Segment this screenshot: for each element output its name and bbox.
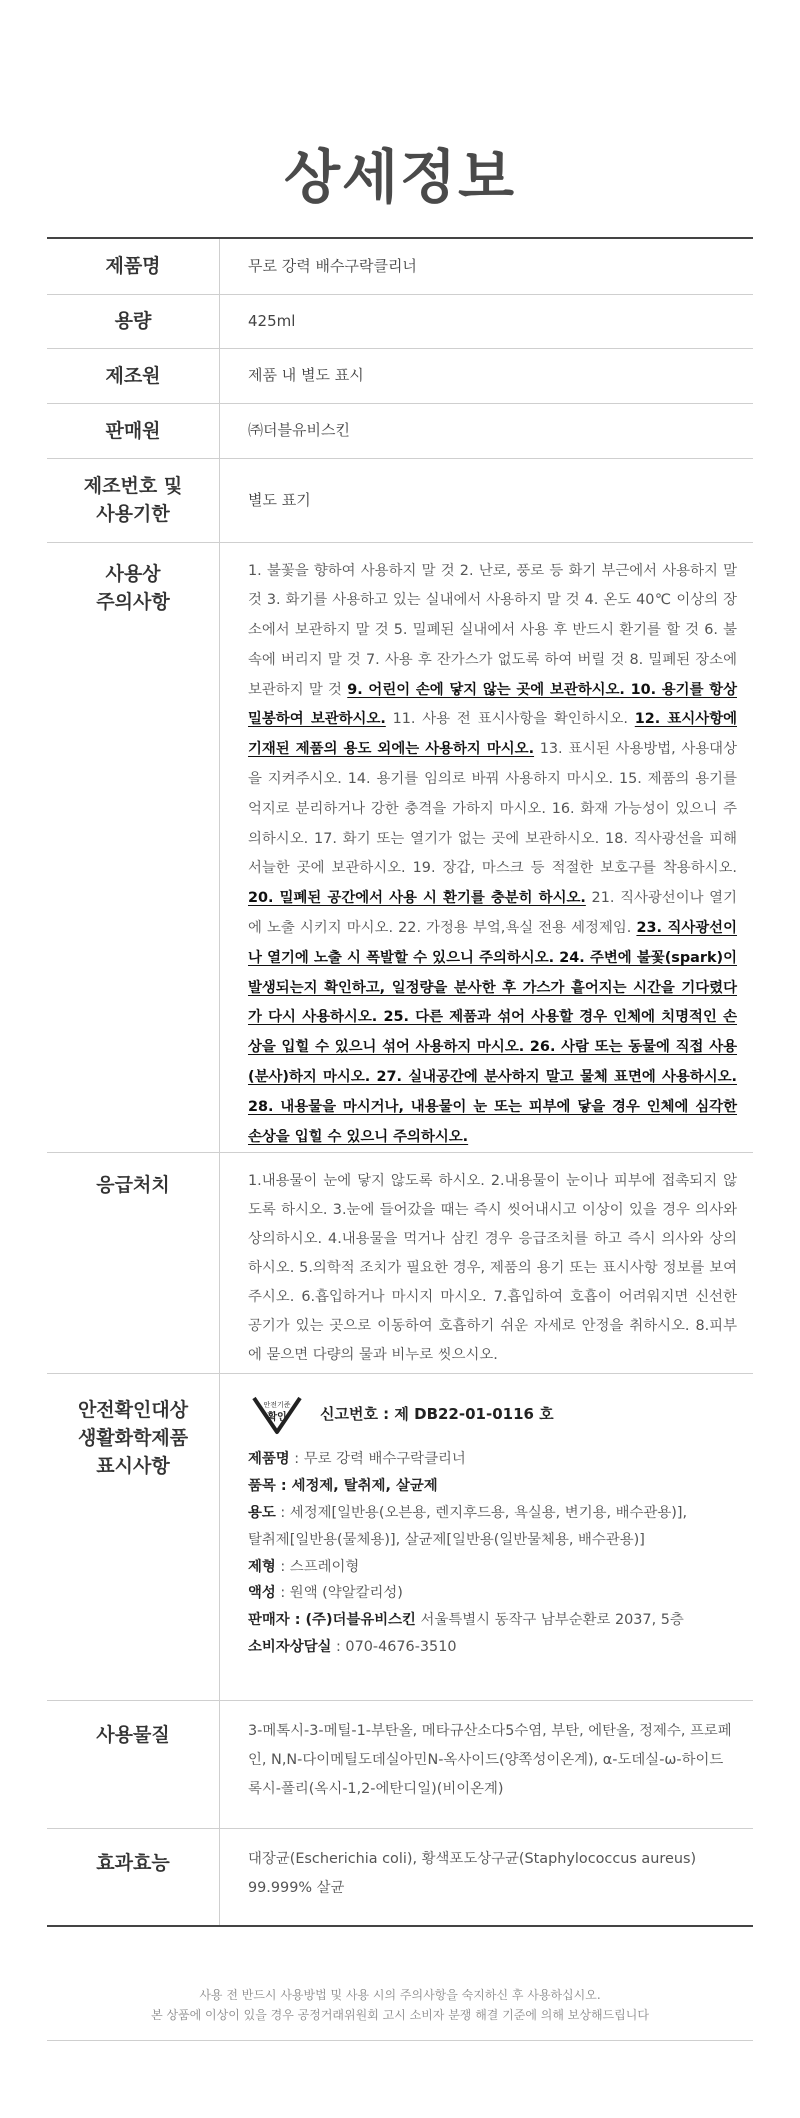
label-line: 표시사항 <box>96 1455 170 1478</box>
safety-details <box>248 1446 737 1660</box>
field-value: : 원액 (약알칼리성) <box>275 1585 403 1602</box>
row-label: 사용물질 <box>47 1701 220 1829</box>
field-label: 액성 <box>248 1585 276 1602</box>
field-label: 제형 <box>248 1558 276 1575</box>
safety-line-seller <box>248 1607 737 1634</box>
label-line: 생활화학제품 <box>77 1427 189 1450</box>
row-effect <box>47 1829 753 1926</box>
safety-line-item <box>248 1473 737 1500</box>
row-value: 제품 내 별도 표시 <box>248 366 364 384</box>
safety-confirmation-icon <box>248 1392 306 1436</box>
safety-line-consult <box>248 1634 737 1661</box>
materials-text: 3-메톡시-3-메틸-1-부탄올, 메타규산소다5수염, 부탄, 에탄올, 정제수, 프로페인, N,N-다이메틸도데실아민N-옥사이드(양쪽성이온계), α-도데실-ω-하이드록시-폴리(옥시-1,2-에탄디일)(비이온계) <box>248 1723 732 1798</box>
label-line: 안전확인대상 <box>77 1399 189 1422</box>
label-line: 제조번호 및 <box>83 475 183 497</box>
label-line: 사용상 <box>105 562 161 585</box>
row-label <box>47 1374 220 1701</box>
emergency-text: 1.내용물이 눈에 닿지 않도록 하시오. 2.내용물이 눈이나 피부에 접촉되지 않도록 하시오. 3.눈에 들어갔을 때는 즉시 씻어내시고 이상이 있을 경우 의사와 상의하시오. 4.내용물을 먹거나 삼킨 경우 응급조치를 하고 즉시 의사와 상의하시오. 5.의학적 조치가 필요한 경우, 제품의 용기 또는 표시사항 정보를 보여주시오. 6.흡입하거나 마시지 마시오. 7.흡입하여 호흡이 어려워지면 신선한 공기가 있는 곳으로 이동하여 호흡하기 쉬운 자세로 안정을 취하시오. 8.피부에 묻으면 다량의 물과 비누로 씻으시오. <box>248 1173 737 1364</box>
precaution-text: 1. 불꽃을 향하여 사용하지 말 것 2. 난로, 풍로 등 화기 부근에서 사용하지 말 것 3. 화기를 사용하고 있는 실내에서 사용하지 말 것 4. 온도 40℃ 이상의 장소에서 보관하지 말 것 5. 밀폐된 실내에서 사용 후 반드시 환기를 할 것 6. 불 속에 버리지 말 것 7. 사용 후 잔가스가 없도록 하여 버릴 것 8. 밀폐된 장소에 보관하지 말 것 <box>248 562 737 698</box>
label-line: 주의사항 <box>96 590 170 613</box>
materials-cell <box>220 1701 754 1829</box>
precaution-emphasis: 12. 표시사항에 기재된 제품의 용도 외에는 사용하지 마시오. <box>248 711 737 758</box>
field-value: : 세정제[일반용(오븐용, 렌지후드용, 욕실용, 변기용, 배수관용)], <box>275 1505 688 1522</box>
field-label: 품목 <box>248 1478 276 1495</box>
spec-table <box>47 237 753 1927</box>
row-label: 효과효능 <box>47 1829 220 1926</box>
safety-line-use-cont: 탈취제[일반용(물체용)], 살균제[일반용(일반물체용, 배수관용)] <box>248 1531 645 1548</box>
footer-line: 사용 전 반드시 사용방법 및 사용 시의 주의사항을 숙지하신 후 사용하십시오. <box>199 1988 601 2002</box>
safety-line-liquid <box>248 1580 737 1607</box>
row-emergency <box>47 1153 753 1374</box>
row-safety <box>47 1374 753 1701</box>
row-value: 무로 강력 배수구락클리너 <box>248 256 417 275</box>
footer-line: 본 상품에 이상이 있을 경우 공정거래위원회 고시 소비자 분쟁 해결 기준에 의해 보상해드립니다 <box>151 2008 649 2022</box>
safety-line-use <box>248 1500 737 1527</box>
precautions-text <box>248 557 737 1153</box>
label-line: 사용기한 <box>96 503 170 525</box>
field-label: 소비자상담실 <box>248 1639 332 1656</box>
field-label: 용도 <box>248 1505 276 1522</box>
precaution-text: 11. 사용 전 표시사항을 확인하시오. <box>385 711 635 728</box>
row-precautions <box>47 542 753 1153</box>
field-value: : 스프레이형 <box>275 1558 360 1575</box>
row-label <box>47 542 220 1153</box>
precaution-emphasis: 20. 밀폐된 공간에서 사용 시 환기를 충분히 하시오. <box>248 890 586 907</box>
row-product-name <box>47 238 753 294</box>
field-value: : 070-4676-3510 <box>331 1639 457 1656</box>
field-value: : 무로 강력 배수구락클리너 <box>289 1451 466 1468</box>
effect-text: 대장균(Escherichia coli), 황색포도상구균(Staphylococcus aureus) 99.999% 살균 <box>248 1851 697 1897</box>
row-value: 425ml <box>248 311 296 330</box>
safety-line-name <box>248 1446 737 1473</box>
safety-line-form <box>248 1554 737 1581</box>
emergency-cell <box>220 1153 754 1374</box>
row-label: 제품명 <box>47 238 220 294</box>
precaution-text: 21. 직사광선이나 열기에 노출 시키지 마시오. 22. 가정용 부엌,욕실 전용 세정제임. <box>248 890 737 937</box>
row-value: 별도 표기 <box>248 490 311 509</box>
effect-cell <box>220 1829 754 1926</box>
row-materials <box>47 1701 753 1829</box>
footer-divider <box>47 2040 753 2041</box>
logo-main-text: 확인 <box>267 1412 287 1424</box>
logo-top-text: 안전기준 <box>263 1401 291 1410</box>
row-value: ㈜더블유비스킨 <box>248 421 350 439</box>
precaution-text: 13. 표시된 사용방법, 사용대상을 지켜주시오. 14. 용기를 임의로 바꿔 사용하지 마시오. 15. 제품의 용기를 억지로 분리하거나 강한 충격을 가하지 마시오. 16. 화재 가능성이 있으니 주의하시오. 17. 화기 또는 열기가 없는 곳에 보관하시오. 18. 직사광선을 피해 서늘한 곳에 보관하시오. 19. 장갑, 마스크 등 적절한 보호구를 착용하시오. <box>248 741 737 877</box>
footer-notice <box>47 1985 753 2025</box>
row-label: 판매원 <box>47 403 220 458</box>
row-label: 응급처치 <box>47 1153 220 1374</box>
precautions-cell <box>220 542 754 1153</box>
field-label: 판매자 : (주)더블유비스킨 <box>248 1612 416 1629</box>
precaution-emphasis: 9. 어린이 손에 닿지 않는 곳에 보관하시오. 10. 용기를 항상 밀봉하여 보관하시오. <box>248 681 737 728</box>
row-label <box>47 458 220 542</box>
safety-cell <box>220 1374 754 1701</box>
field-value: 서울특별시 동작구 남부순환로 2037, 5층 <box>415 1612 684 1629</box>
page-title: 상세정보 <box>283 143 517 211</box>
row-label: 제조원 <box>47 348 220 403</box>
row-seller <box>47 403 753 458</box>
row-volume <box>47 294 753 348</box>
precaution-emphasis: 23. 직사광선이나 열기에 노출 시 폭발할 수 있으니 주의하시오. 24. 주변에 불꽃(spark)이 발생되는지 확인하고, 일정량을 분사한 후 가스가 흩어지는 시간을 기다렸다가 다시 사용하시오. 25. 다른 제품과 섞어 사용할 경우 인체에 치명적인 손상을 입힐 수 있으니 섞어 사용하지 마시오. 26. 사람 또는 동물에 직접 사용(분사)하지 마시오. 27. 실내공간에 분사하지 말고 물체 표면에 사용하시오. 28. 내용물을 마시거나, 내용물이 눈 또는 피부에 닿을 경우 인체에 심각한 손상을 입힐 수 있으니 주의하시오. <box>248 920 737 1145</box>
row-manufacturer <box>47 348 753 403</box>
row-label: 용량 <box>47 294 220 348</box>
safety-header <box>248 1392 737 1436</box>
row-batch <box>47 458 753 542</box>
field-value: : 세정제, 탈취제, 살균제 <box>275 1478 438 1495</box>
field-label: 제품명 <box>248 1451 290 1468</box>
report-number: 신고번호 : 제 DB22-01-0116 호 <box>320 1404 554 1423</box>
